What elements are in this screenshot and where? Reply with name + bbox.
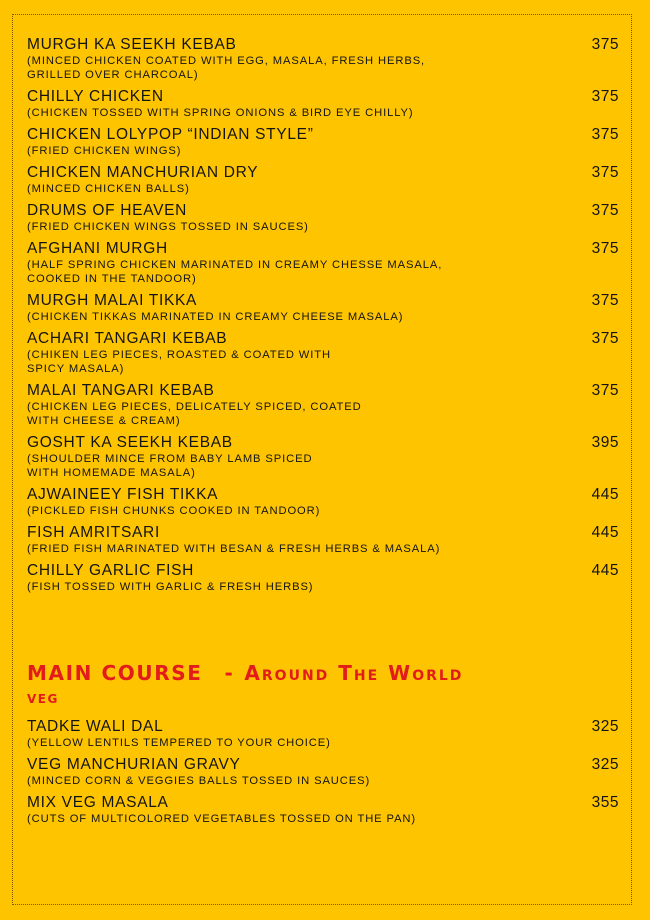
item-description: (HALF SPRING CHICKEN MARINATED IN CREAMY CHESSE MASALA, COOKED IN THE TANDOOR) [27,259,443,285]
section-subtitle: Around The World [244,661,464,685]
item-price: 375 [591,126,619,143]
item-name: CHILLY CHICKEN [27,88,164,105]
section-header [27,660,619,706]
menu-item [27,240,619,286]
menu-item [27,126,619,158]
item-description: (FRIED FISH MARINATED WITH BESAN & FRESH HERBS & MASALA) [27,543,441,555]
menu-item [27,524,619,556]
item-name: GOSHT KA SEEKH KEBAB [27,434,233,451]
item-name: MURGH KA SEEKH KEBAB [27,36,237,53]
item-price: 375 [591,36,619,53]
menu-item [27,756,619,788]
section-title [27,660,619,686]
item-description: (MINCED CHICKEN BALLS) [27,183,190,195]
item-description: (MINCED CORN & VEGGIES BALLS TOSSED IN SAUCES) [27,775,371,787]
item-description: (YELLOW LENTILS TEMPERED TO YOUR CHOICE) [27,737,331,749]
item-description: (FRIED CHICKEN WINGS) [27,145,182,157]
item-price: 375 [591,202,619,219]
menu-item [27,486,619,518]
item-name: CHILLY GARLIC FISH [27,562,195,579]
menu-item [27,88,619,120]
item-name: AFGHANI MURGH [27,240,168,257]
menu-item [27,202,619,234]
item-description: (FRIED CHICKEN WINGS TOSSED IN SAUCES) [27,221,309,233]
item-description: (CUTS OF MULTICOLORED VEGETABLES TOSSED ON THE PAN) [27,813,417,825]
item-name: AJWAINEEY FISH TIKKA [27,486,219,503]
item-price: 395 [591,434,619,451]
menu-item [27,794,619,826]
item-price: 445 [591,562,619,579]
item-price: 375 [591,164,619,181]
menu-item [27,562,619,594]
item-name: MALAI TANGARI KEBAB [27,382,215,399]
item-name: CHICKEN LOLYPOP “INDIAN STYLE” [27,126,314,143]
item-description: (CHIKEN LEG PIECES, ROASTED & COATED WITH SPICY MASALA) [27,349,331,375]
item-price: 325 [591,718,619,735]
item-name: CHICKEN MANCHURIAN DRY [27,164,259,181]
menu-item [27,434,619,480]
item-description: (CHICKEN TIKKAS MARINATED IN CREAMY CHEESE MASALA) [27,311,404,323]
item-name: TADKE WALI DAL [27,718,164,735]
item-price: 355 [591,794,619,811]
section-category: VEG [27,692,59,706]
item-description: (CHICKEN LEG PIECES, DELICATELY SPICED, COATED WITH CHEESE & CREAM) [27,401,362,427]
item-price: 445 [591,486,619,503]
item-description: (CHICKEN TOSSED WITH SPRING ONIONS & BIRD EYE CHILLY) [27,107,414,119]
menu-item [27,382,619,428]
item-price: 375 [591,240,619,257]
item-description: (SHOULDER MINCE FROM BABY LAMB SPICED WITH HOMEMADE MASALA) [27,453,313,479]
item-name: MURGH MALAI TIKKA [27,292,198,309]
item-price: 375 [591,382,619,399]
starters-list [27,36,619,600]
item-description: (MINCED CHICKEN COATED WITH EGG, MASALA, FRESH HERBS, GRILLED OVER CHARCOAL) [27,55,426,81]
menu-item [27,718,619,750]
item-name: ACHARI TANGARI KEBAB [27,330,228,347]
menu-item [27,292,619,324]
item-price: 375 [591,330,619,347]
veg-list [27,718,619,832]
item-name: DRUMS OF HEAVEN [27,202,188,219]
menu-item [27,164,619,196]
item-name: MIX VEG MASALA [27,794,169,811]
item-price: 375 [591,88,619,105]
item-price: 325 [591,756,619,773]
menu-item [27,330,619,376]
menu-item [27,36,619,82]
item-name: VEG MANCHURIAN GRAVY [27,756,241,773]
section-title-dash: - [224,661,235,685]
section-title-main: MAIN COURSE [27,661,203,685]
item-price: 445 [591,524,619,541]
item-description: (PICKLED FISH CHUNKS COOKED IN TANDOOR) [27,505,321,517]
item-price: 375 [591,292,619,309]
item-description: (FISH TOSSED WITH GARLIC & FRESH HERBS) [27,581,314,593]
item-name: FISH AMRITSARI [27,524,160,541]
